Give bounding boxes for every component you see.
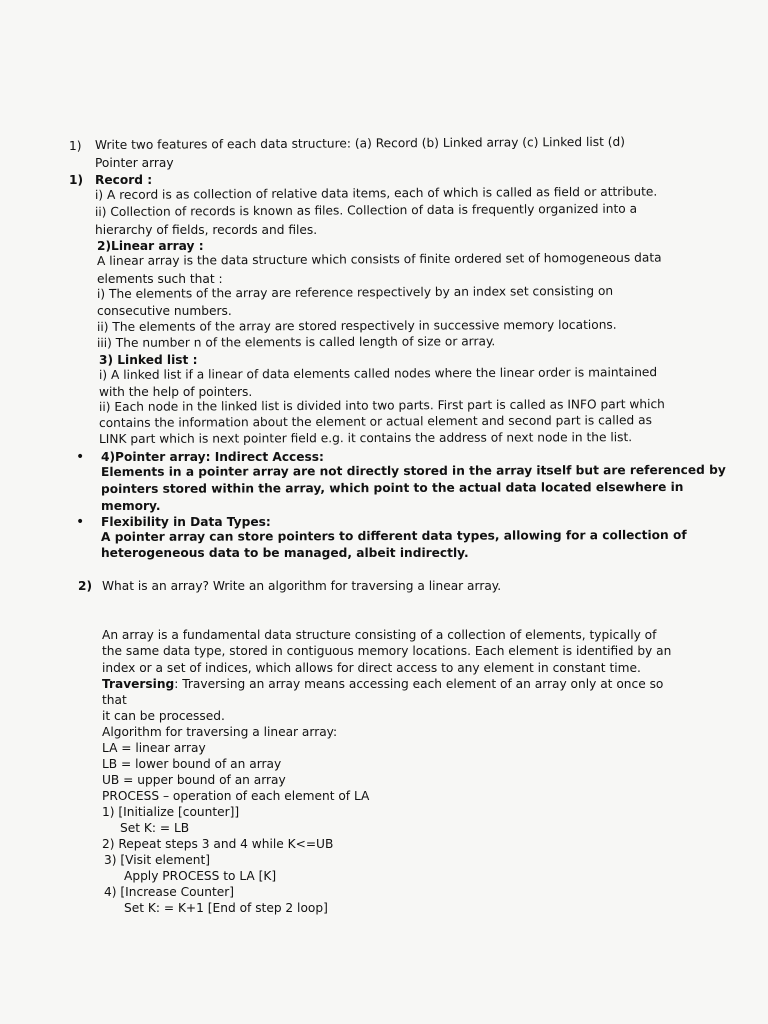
- pointer-array-heading: 4)Pointer array: Indirect Access:: [101, 450, 324, 464]
- linear-line-5: ii) The elements of the array are stored respectively in successive memory locations.: [96, 317, 617, 334]
- linear-line-3: i) The elements of the array are reference respectively by an index set consisting on: [96, 283, 614, 301]
- linked-line-3: ii) Each node in the linked list is divided into two parts. First part is called as INFO part which: [98, 397, 665, 414]
- algo-step-4: 4) [Increase Counter]: [104, 885, 235, 899]
- bullet-dot: •: [76, 449, 85, 465]
- algo-line-that: that: [102, 693, 127, 707]
- question-1-line-1: Write two features of each data structure: (a) Record (b) Linked array (c) Linked list (d): [94, 134, 626, 152]
- bullet-dot: •: [76, 514, 85, 530]
- linked-list-heading: 3) Linked list :: [99, 353, 198, 367]
- algo-line-processed: it can be processed.: [102, 709, 225, 723]
- traversing-text: : Traversing an array means accessing each element of an array only at once so: [174, 677, 664, 691]
- question-2-number: 2): [78, 579, 93, 593]
- algo-def-la: LA = linear array: [102, 741, 206, 755]
- algo-step-3-action: Apply PROCESS to LA [K]: [124, 869, 277, 883]
- record-line-2: ii) Collection of records is known as files. Collection of data is frequently organized into a: [94, 201, 638, 219]
- algo-step-2: 2) Repeat steps 3 and 4 while K<=UB: [102, 837, 334, 851]
- pointer-line-3: memory.: [101, 499, 161, 513]
- traversing-line: [102, 676, 663, 692]
- flexibility-line-2: heterogeneous data to be managed, albeit indirectly.: [101, 546, 469, 560]
- algo-step-3: 3) [Visit element]: [104, 853, 210, 867]
- algo-step-1-action: Set K: = LB: [120, 821, 190, 835]
- array-intro-line-1: An array is a fundamental data structure consisting of a collection of elements, typically of: [102, 628, 657, 642]
- algo-def-lb: LB = lower bound of an array: [102, 757, 282, 771]
- record-heading: Record :: [95, 173, 153, 187]
- pointer-line-1: Elements in a pointer array are not directly stored in the array itself but are referenced by: [100, 462, 726, 479]
- algo-step-4-action: Set K: = K+1 [End of step 2 loop]: [124, 901, 328, 915]
- linear-line-4: consecutive numbers.: [97, 304, 232, 318]
- pointer-line-2: pointers stored within the array, which point to the actual data located elsewhere in: [100, 479, 684, 496]
- algo-step-1: 1) [Initialize [counter]]: [102, 805, 240, 819]
- array-intro-line-3: index or a set of indices, which allows for direct access to any element in constant time.: [102, 661, 641, 675]
- algo-def-process: PROCESS – operation of each element of LA: [102, 789, 370, 803]
- algo-title: Algorithm for traversing a linear array:: [102, 725, 338, 739]
- question-1-line-2: Pointer array: [95, 156, 174, 170]
- linked-line-5: LINK part which is next pointer field e.g. it contains the address of next node in the list.: [98, 430, 633, 446]
- linked-line-1: i) A linked list if a linear of data elements called nodes where the linear order is maintained: [98, 365, 658, 382]
- linear-line-1: A linear array is the data structure which consists of finite ordered set of homogeneous data: [96, 250, 662, 268]
- question-2-text: What is an array? Write an algorithm for traversing a linear array.: [102, 579, 502, 593]
- linear-line-6: iii) The number n of the elements is called length of size or array.: [96, 334, 496, 350]
- record-line-3: hierarchy of fields, records and files.: [95, 223, 318, 237]
- linked-line-2: with the help of pointers.: [99, 385, 253, 399]
- traversing-label: Traversing: [102, 677, 175, 691]
- flexibility-line-1: A pointer array can store pointers to different data types, allowing for a collection of: [100, 527, 687, 544]
- linked-line-4: contains the information about the element or actual element and second part is called as: [98, 413, 652, 430]
- linear-array-heading: 2)Linear array :: [97, 239, 204, 253]
- array-intro-line-2: the same data type, stored in contiguous memory locations. Each element is identified by an: [102, 644, 672, 658]
- flexibility-heading: Flexibility in Data Types:: [101, 515, 271, 529]
- algo-def-ub: UB = upper bound of an array: [102, 773, 286, 787]
- record-line-1: i) A record is as collection of relative data items, each of which is called as field or attribute.: [94, 184, 658, 202]
- answer-1-number: 1): [69, 173, 84, 187]
- linear-line-2: elements such that :: [97, 272, 223, 286]
- question-1-number: 1): [69, 139, 82, 153]
